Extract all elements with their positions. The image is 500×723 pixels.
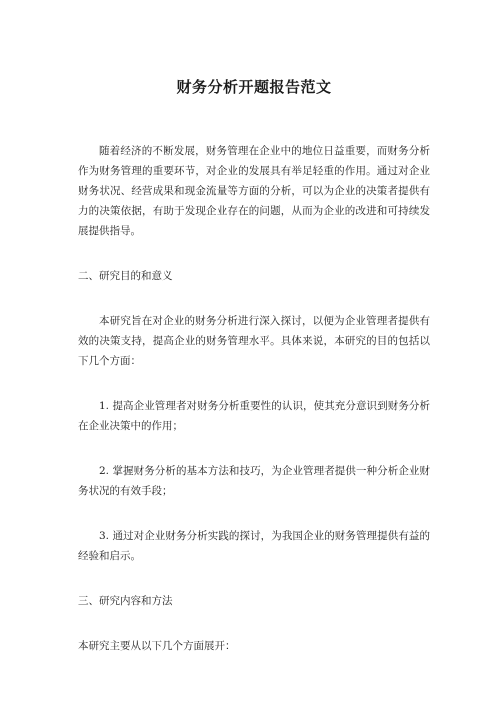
objective-item-2: 2. 掌握财务分析的基本方法和技巧，为企业管理者提供一种分析企业财务状况的有效手段；	[78, 465, 430, 497]
document-page	[0, 76, 500, 723]
document-title: 财务分析开题报告范文	[176, 78, 332, 96]
objective-item-3: 3. 通过对企业财务分析实践的探讨，为我国企业的财务管理提供有益的经验和启示。	[78, 530, 430, 562]
purpose-paragraph: 本研究旨在对企业的财务分析进行深入探讨，以便为企业管理者提供有效的决策支持，提高企业的财务管理水平。具体来说，本研究的目的包括以下几个方面：	[78, 315, 430, 367]
content-paragraph: 本研究主要从以下几个方面展开：	[78, 640, 236, 652]
section-heading-purpose: 二、研究目的和意义	[78, 270, 173, 282]
intro-paragraph: 随着经济的不断发展，财务管理在企业中的地位日益重要，而财务分析作为财务管理的重要环节，对企业的发展具有举足轻重的作用。通过对企业财务状况、经营成果和现金流量等方面的分析，可以为企业的决策者提供有力的决策依据，有助于发现企业存在的问题，从而为企业的改进和可持续发展提供指导。	[78, 145, 430, 237]
section-heading-content: 三、研究内容和方法	[78, 595, 173, 607]
objective-item-1: 1. 提高企业管理者对财务分析重要性的认识，使其充分意识到财务分析在企业决策中的作用；	[78, 400, 430, 432]
